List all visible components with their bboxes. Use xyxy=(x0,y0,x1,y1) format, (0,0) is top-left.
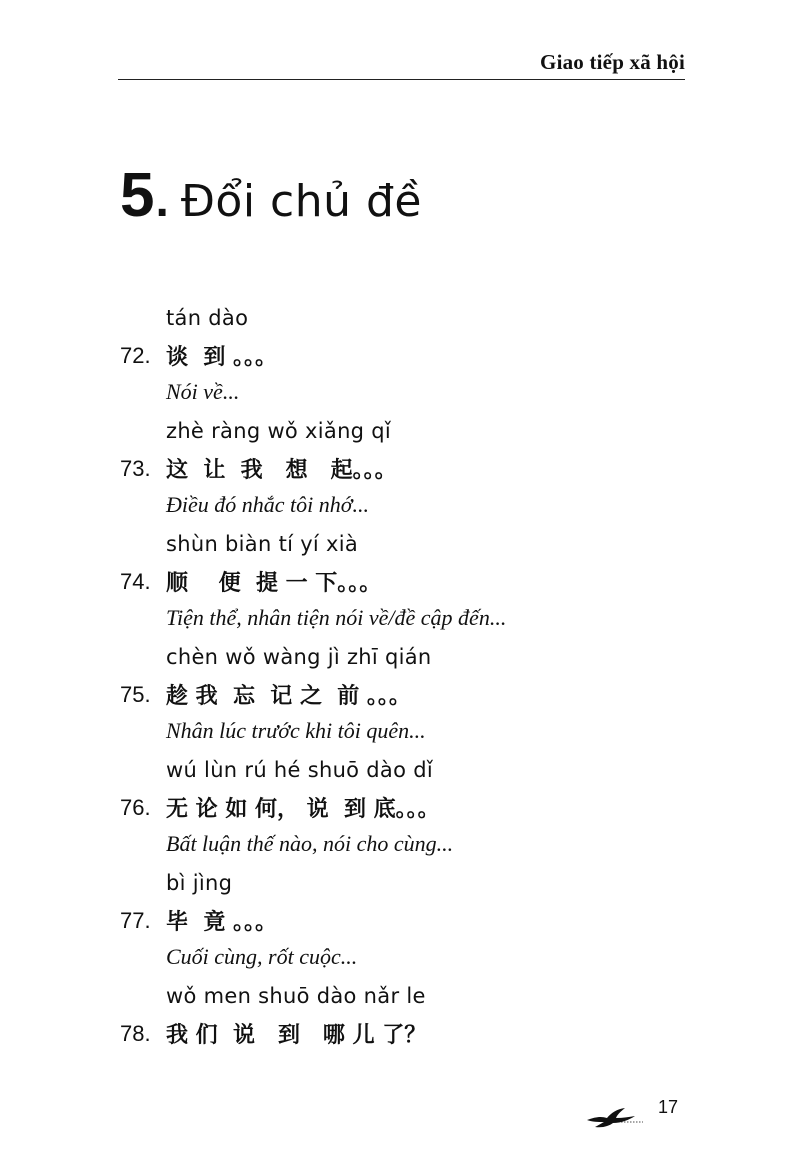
vietnamese-translation: Bất luận thế nào, nói cho cùng... xyxy=(166,831,454,856)
running-header-title: Giao tiếp xã hội xyxy=(540,50,685,74)
page-footer xyxy=(585,1097,685,1129)
header-rule xyxy=(118,79,685,80)
vietnamese-translation: Điều đó nhắc tôi nhớ... xyxy=(166,492,369,517)
pinyin-line: wú lùn rú hé shuō dào dǐ xyxy=(166,758,433,782)
page-number: 17 xyxy=(658,1097,679,1117)
chinese-phrase: 我 们 说 到 哪 儿 了？ xyxy=(166,1023,427,1048)
phrase-number: 76. xyxy=(120,795,151,820)
chapter-heading xyxy=(120,160,422,231)
chinese-phrase: 毕 竟 。。。 xyxy=(166,910,277,935)
phrase-number: 74. xyxy=(120,569,151,594)
chinese-phrase: 这 让 我 想 起。。。 xyxy=(166,458,397,483)
chinese-phrase: 趁 我 忘 记 之 前 。。。 xyxy=(166,684,411,709)
phrase-number: 75. xyxy=(120,682,151,707)
pinyin-line: bì jìng xyxy=(166,871,233,895)
phrase-number: 73. xyxy=(120,456,151,481)
chinese-phrase: 谈 到 。。。 xyxy=(166,345,277,370)
chapter-number: 5 xyxy=(120,161,155,230)
chinese-phrase: 无 论 如 何， 说 到 底。。。 xyxy=(166,797,440,822)
vietnamese-translation: Nhân lúc trước khi tôi quên... xyxy=(166,718,426,743)
chapter-number-dot: . xyxy=(155,174,169,227)
bird-ornament-icon xyxy=(585,1105,647,1129)
vietnamese-translation: Tiện thể, nhân tiện nói về/đề cập đến... xyxy=(166,605,507,630)
vietnamese-translation: Nói về... xyxy=(166,379,240,404)
phrase-number: 78. xyxy=(120,1021,151,1046)
pinyin-line: zhè ràng wǒ xiǎng qǐ xyxy=(166,419,392,443)
phrase-number: 77. xyxy=(120,908,151,933)
pinyin-line: shùn biàn tí yí xià xyxy=(166,532,359,556)
chinese-phrase: 顺 便 提 一 下。。。 xyxy=(166,571,382,596)
pinyin-line: wǒ men shuō dào nǎr le xyxy=(166,984,426,1008)
pinyin-line: tán dào xyxy=(166,306,249,330)
pinyin-line: chèn wǒ wàng jì zhī qián xyxy=(166,645,432,669)
vietnamese-translation: Cuối cùng, rốt cuộc... xyxy=(166,944,358,969)
chapter-title: Đổi chủ đề xyxy=(180,176,423,227)
phrase-number: 72. xyxy=(120,343,151,368)
